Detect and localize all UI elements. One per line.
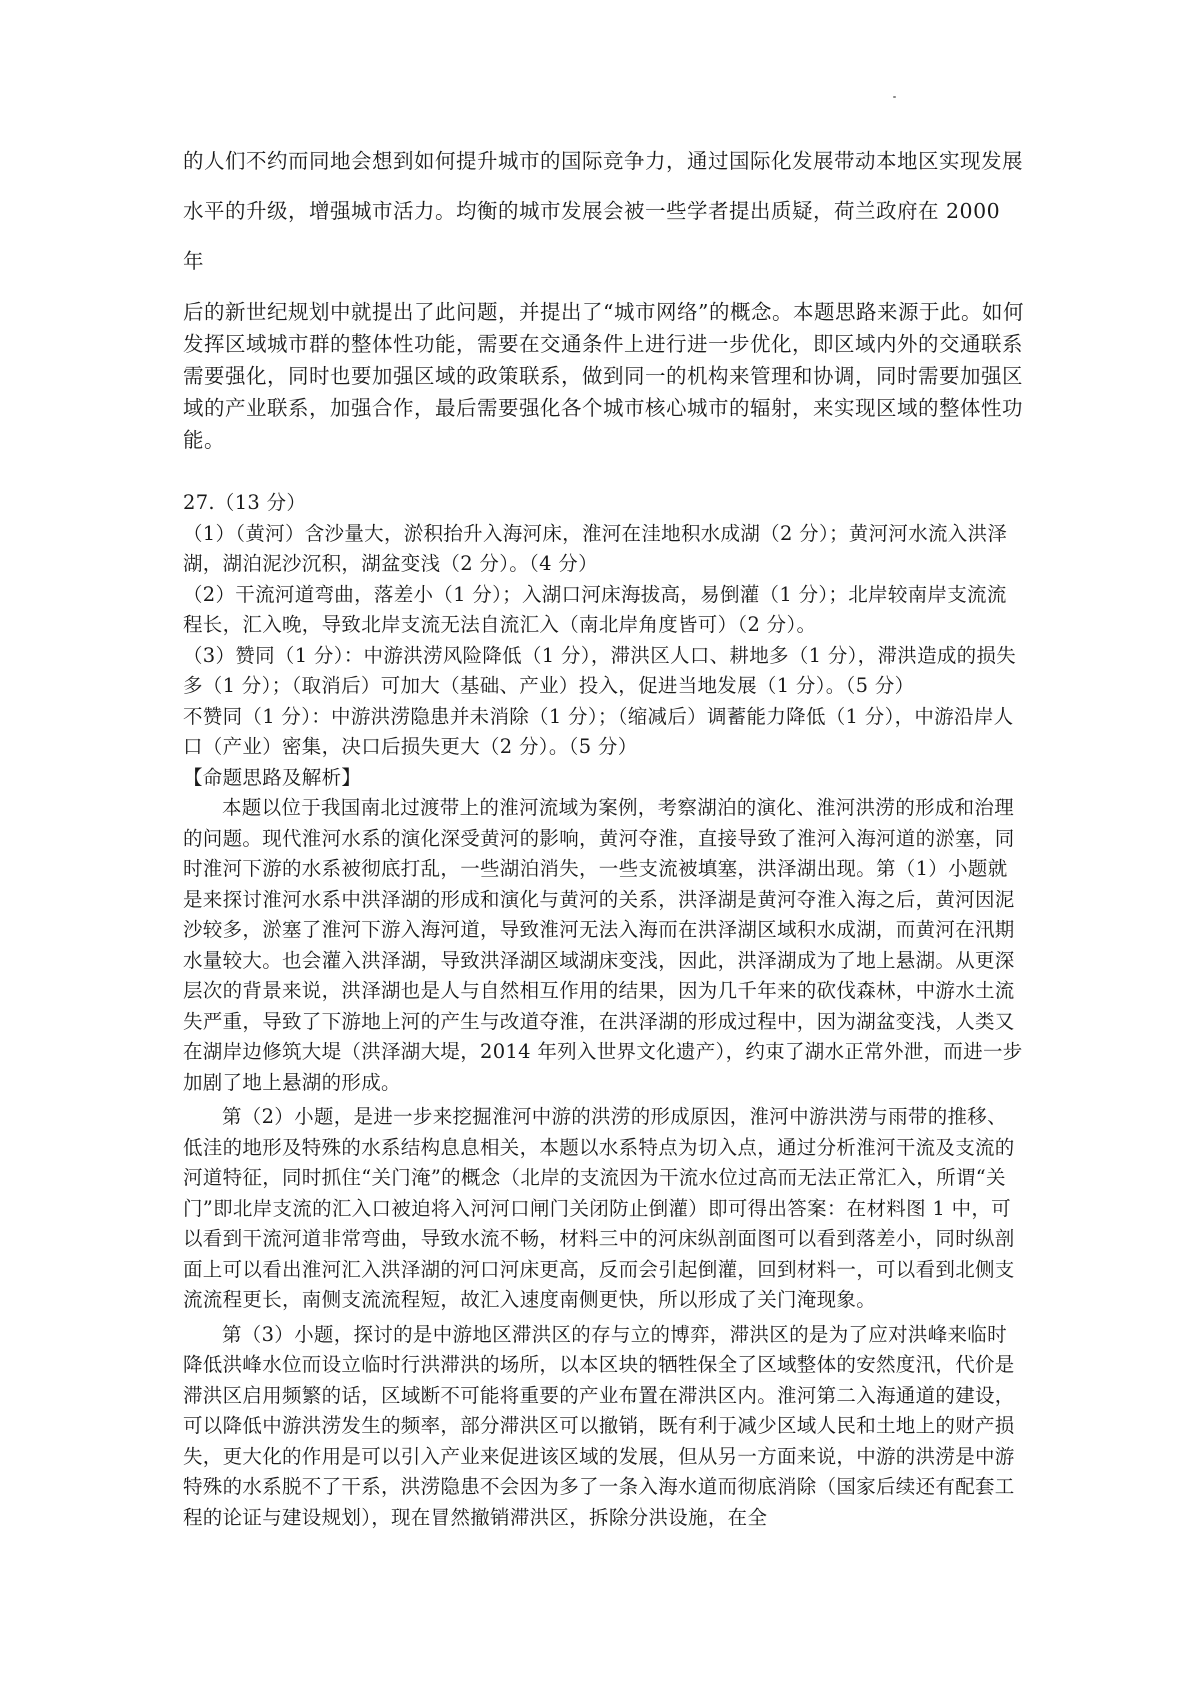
answer-1: （1）（黄河）含沙量大，淤积抬升入海河床，淮河在洼地积水成湖（2 分）；黄河河水流入洪泽湖，湖泊泥沙沉积，湖盆变浅（2 分）。（4 分） — [183, 521, 1008, 575]
question-header: 27.（13 分） — [183, 491, 307, 514]
answer-3-disagree: 不赞同（1 分）：中游洪涝隐患并未消除（1 分）；（缩减后）调蓄能力降低（1 分），中游沿岸人口（产业）密集，决口后损失更大（2 分）。（5 分） — [183, 704, 1014, 758]
answer-3-agree: （3）赞同（1 分）：中游洪涝风险降低（1 分），滞洪区人口、耕地多（1 分），滞洪造成的损失多（1 分）；（取消后）可加大（基础、产业）投入，促进当地发展（1 分）。（5 分） — [183, 643, 1017, 697]
intro-line-1: 的人们不约而同地会想到如何提升城市的国际竞争力，通过国际化发展带动本地区实现发展 — [183, 149, 1023, 173]
intro-line-2: 水平的升级，增强城市活力。均衡的城市发展会被一些学者提出质疑，荷兰政府在 2000 年 — [183, 199, 1001, 273]
analysis-paragraph-3: 第（3）小题，探讨的是中游地区滞洪区的存与立的博弈，滞洪区的是为了应对洪峰来临时降低洪峰水位而设立临时行洪滞洪的场所，以本区块的牺牲保全了区域整体的安然度汛，代价是滞洪区启用频繁的话，区域断不可能将重要的产业布置在滞洪区内。淮河第二入海通道的建设，可以降低中游洪涝发生的频率，部分滞洪区可以撤销，既有利于减少区域人民和土地上的财产损失，更大化的作用是可以引入产业来促进该区域的发展，但从另一方面来说，中游的洪涝是中游特殊的水系脱不了干系，洪涝隐患不会因为多了一条入海水道而彻底消除（国家后续还有配套工程的论证与建设规划），现在冒然撤销滞洪区，拆除分洪设施，在全 — [183, 1322, 1015, 1529]
answer-2: （2）干流河道弯曲，落差小（1 分）；入湖口河床海拔高，易倒灌（1 分）；北岸较南岸支流流程长，汇入晚，导致北岸支流无法自流汇入（南北岸角度皆可）（2 分）。 — [183, 582, 1007, 636]
scan-mark — [893, 96, 896, 98]
analysis-paragraph-1: 本题以位于我国南北过渡带上的淮河流域为案例，考察湖泊的演化、淮河洪涝的形成和治理的问题。现代淮河水系的演化深受黄河的影响，黄河夺淮，直接导致了淮河入海河道的淤塞，同时淮河下游的水系被彻底打乱，一些湖泊消失，一些支流被填塞，洪泽湖出现。第（1）小题就是来探讨淮河水系中洪泽湖的形成和演化与黄河的关系，洪泽湖是黄河夺淮入海之后，黄河因泥沙较多，淤塞了淮河下游入海河道，导致淮河无法入海而在洪泽湖区域积水成湖，而黄河在汛期水量较大。也会灌入洪泽湖，导致洪泽湖区域湖床变浅，因此，洪泽湖成为了地上悬湖。从更深层次的背景来说，洪泽湖也是人与自然相互作用的结果，因为几千年来的砍伐森林，中游水土流失严重，导致了下游地上河的产生与改道夺淮，在洪泽湖的形成过程中，因为湖盆变浅，人类又在湖岸边修筑大堤（洪泽湖大堤，2014 年列入世界文化遗产），约束了湖水正常外泄，而进一步加剧了地上悬湖的形成。 — [183, 796, 1023, 1094]
analysis-header: 【命题思路及解析】 — [183, 765, 362, 789]
intro-paragraph: 后的新世纪规划中就提出了此问题，并提出了“城市网络”的概念。本题思路来源于此。如何发挥区域城市群的整体性功能，需要在交通条件上进行进一步优化，即区域内外的交通联系需要强化，同时也要加强区域的政策联系，做到同一的机构来管理和协调，同时需要加强区域的产业联系，加强合作，最后需要强化各个城市核心城市的辐射，来实现区域的整体性功能。 — [183, 300, 1024, 452]
analysis-paragraph-2: 第（2）小题，是进一步来挖掘淮河中游的洪涝的形成原因，淮河中游洪涝与雨带的推移、低洼的地形及特殊的水系结构息息相关，本题以水系特点为切入点，通过分析淮河干流及支流的河道特征，同时抓住“关门淹”的概念（北岸的支流因为干流水位过高而无法正常汇入，所谓“关门”即北岸支流的汇入口被迫将入河河口闸门关闭防止倒灌）即可得出答案：在材料图 1 中，可以看到干流河道非常弯曲，导致水流不畅，材料三中的河床纵剖面图可以看到落差小，同时纵剖面上可以看出淮河汇入洪泽湖的河口河床更高，反而会引起倒灌，回到材料一，可以看到北侧支流流程更长，南侧支流流程短，故汇入速度南侧更快，所以形成了关门淹现象。 — [183, 1105, 1015, 1311]
document-body — [183, 136, 1025, 1533]
